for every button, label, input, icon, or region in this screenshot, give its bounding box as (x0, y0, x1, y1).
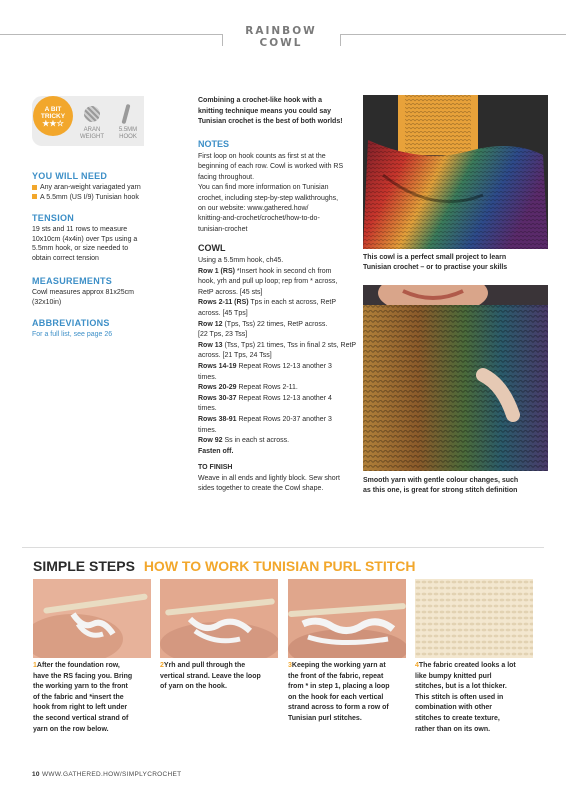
cowl-photo-closeup (363, 285, 548, 471)
list-item: Any aran-weight variagated yarn (32, 183, 192, 193)
step-text-span: the front of the fabric, repeat (288, 672, 384, 680)
row-instruction: Repeat Rows 20-37 another 3 (236, 415, 332, 423)
row-instruction: times. (198, 405, 217, 413)
text-line: knitting technique means you could say (198, 107, 332, 115)
text-line (33, 672, 149, 683)
text-line: Tunisian crochet is the best of both worlds! (198, 118, 343, 125)
step-number: 2 (160, 662, 164, 669)
step-text-span: have the RS facing you. Bring (33, 672, 133, 680)
footer-url[interactable]: WWW.GATHERED.HOW/SIMPLYCROCHET (41, 771, 182, 778)
row-instruction: hook, yrh and pull up loop; rep from * across, (198, 278, 338, 286)
row-instruction: Repeat Rows 2-11. (236, 384, 298, 392)
text-line (33, 725, 149, 736)
hook-size-label (112, 127, 144, 141)
text-line (288, 703, 404, 714)
step-text-span: Keeping the working yarn at (291, 662, 386, 669)
row-label: Row 92 (198, 437, 223, 445)
you-will-need-heading: YOU WILL NEED (32, 171, 108, 181)
step-number: 3 (288, 662, 292, 669)
row-instruction: Ss in each st across. (222, 437, 290, 445)
pattern-row-line (198, 436, 358, 447)
to-finish-text (198, 474, 358, 494)
text-line: First loop on hook counts as first st at the (198, 153, 326, 160)
text-line (415, 661, 531, 672)
photo-caption-closeup (363, 476, 558, 496)
row-label: Row 1 (RS) (198, 267, 235, 275)
yarn-weight-label (76, 127, 108, 141)
text-line: Weave in all ends and lightly block. Sew short (198, 475, 340, 482)
skill-line-1: A BIT (44, 106, 62, 113)
step-text-span: combination with other (415, 704, 492, 712)
step-text-span: yarn on the row below. (33, 725, 109, 733)
text-line (415, 672, 531, 683)
text-line[interactable]: tunisian-crochet (198, 225, 248, 233)
measurements-heading: MEASUREMENTS (32, 276, 113, 286)
row-instruction: times. (198, 426, 217, 434)
row-label: Rows 20-29 (198, 384, 237, 392)
text-line[interactable]: on our website: www.gathered.how/ (198, 205, 309, 213)
page-footer (32, 771, 181, 778)
text-line: obtain correct tension (32, 254, 99, 262)
text-line: 5.5mm hook, or size needed to (32, 245, 129, 252)
abbreviations-heading: ABBREVIATIONS (32, 318, 110, 328)
text-line (33, 714, 149, 725)
measurements-text (32, 288, 192, 307)
step-4-illustration (415, 579, 533, 658)
you-will-need-list (32, 183, 192, 202)
text-line: This cowl is a perfect small project to learn (363, 254, 507, 261)
pattern-row-line (198, 288, 358, 299)
row-label: Rows 38-91 (198, 415, 237, 423)
yarn-ball-icon (84, 106, 100, 122)
simple-steps-label: SIMPLE STEPS (33, 558, 135, 574)
star-rating-icon: ★★☆ (42, 119, 64, 128)
step-2-text (160, 661, 276, 693)
row-instruction: times. (198, 373, 217, 381)
text-line (288, 693, 404, 704)
skill-line-2: TRICKY (40, 113, 66, 120)
step-text-span: stitches, but is a lot thicker. (415, 683, 507, 691)
step-4-photo (415, 579, 533, 658)
step-4-text (415, 661, 531, 735)
pattern-row-line (198, 351, 358, 362)
step-1-photo (33, 579, 151, 658)
text-line (415, 693, 531, 704)
step-text-span: stitches to create texture, (415, 714, 500, 722)
step-text-span: hook from right to left under (33, 704, 128, 712)
row-instruction: *Insert hook in second ch from (234, 267, 332, 275)
text-line (33, 661, 149, 672)
step-text-span: vertical strand. Leave the loop (160, 672, 261, 680)
row-instruction: Tps in each st across, RetP (248, 299, 336, 307)
step-2-illustration (160, 579, 278, 658)
row-label: Rows 30-37 (198, 394, 237, 402)
step-text-span: from * in step 1, placing a loop (288, 683, 390, 691)
row-instruction: [22 Tps, 23 Tss] (198, 331, 248, 339)
pattern-row-line (198, 277, 358, 288)
pattern-row-line (198, 341, 358, 352)
row-label: Row 12 (198, 320, 223, 328)
text-line: as this one, is great for strong stitch definition (363, 487, 518, 494)
pattern-row-line (198, 330, 358, 341)
pattern-row-line (198, 404, 358, 415)
step-text-span: of yarn on the hook. (160, 683, 227, 691)
simple-steps-subtitle: HOW TO WORK TUNISIAN PURL STITCH (143, 558, 416, 574)
cowl-pattern-rows (198, 256, 358, 457)
row-instruction: RetP across. [45 sts] (198, 288, 263, 296)
notes-text (198, 152, 360, 235)
header-rule-tick (222, 34, 223, 46)
step-text-span: rather than on its own. (415, 725, 491, 733)
row-instruction: across. [21 Tps, 24 Tss] (198, 352, 272, 360)
cowl-photo-closeup-illustration (363, 285, 548, 471)
text-line (33, 682, 149, 693)
text-line: (32x10in) (32, 298, 62, 306)
pattern-row-line (198, 383, 358, 394)
text-line (288, 661, 404, 672)
text-line: 19 sts and 11 rows to measure (32, 226, 128, 233)
step-text-span: the working yarn to the front (33, 683, 128, 691)
header-rule-right (340, 34, 566, 35)
cowl-photo-top (363, 95, 548, 249)
tension-heading: TENSION (32, 213, 75, 223)
text-line: facing throughout. (198, 173, 255, 181)
pattern-row-line (198, 426, 358, 437)
row-instruction: (Tps, Tss) 22 times, RetP across. (222, 320, 328, 328)
text-line: Smooth yarn with gentle colour changes, such (363, 477, 519, 484)
text-line (415, 714, 531, 725)
pattern-row-line (198, 256, 358, 267)
to-finish-heading: TO FINISH (198, 464, 233, 471)
step-2-photo (160, 579, 278, 658)
text-line: beginning of each row. Cowl is worked with RS (198, 163, 344, 171)
step-text-span: The fabric created looks a lot (418, 662, 516, 669)
step-text-span: Yrh and pull through the (163, 662, 246, 669)
pattern-row-line (198, 447, 358, 458)
step-text-span: This stitch is often used in (415, 693, 504, 701)
text-line: Combining a crochet-like hook with a (198, 97, 323, 104)
pattern-row-line (198, 373, 358, 384)
notes-heading: NOTES (198, 139, 230, 149)
step-text-span: the second vertical strand of (33, 714, 129, 722)
pattern-row-line (198, 415, 358, 426)
text-line (288, 682, 404, 693)
intro-text (198, 96, 360, 128)
header-rule-left (0, 34, 222, 35)
step-3-illustration (288, 579, 406, 658)
pattern-row-line (198, 309, 358, 320)
tension-text (32, 225, 192, 263)
step-3-text (288, 661, 404, 725)
text-line: Cowl measures approx 81x25cm (32, 289, 134, 296)
step-text-span: like bumpy knitted purl (415, 672, 492, 680)
row-instruction: Repeat Rows 12-13 another 4 (236, 394, 332, 402)
photo-caption-top (363, 253, 553, 273)
row-label: Rows 2-11 (RS) (198, 299, 249, 307)
step-number: 1 (33, 662, 37, 669)
pattern-row-line (198, 394, 358, 405)
cowl-heading: COWL (198, 243, 226, 253)
page-header-title: RAINBOW COWL (245, 25, 317, 49)
step-1-illustration (33, 579, 151, 658)
step-3-photo (288, 579, 406, 658)
text-line: You can find more information on Tunisian (198, 184, 329, 192)
text-line (415, 682, 531, 693)
hook-label-2: HOOK (119, 134, 137, 140)
step-1-text (33, 661, 149, 735)
row-label: Fasten off. (198, 447, 234, 455)
step-text-span: After the foundation row, (36, 662, 120, 669)
yarn-label-1: ARAN (83, 127, 101, 133)
text-line (33, 693, 149, 704)
header-rule-tick (340, 34, 341, 46)
text-line (33, 703, 149, 714)
simple-steps-title (33, 558, 416, 574)
step-text-span: of the fabric and *insert the (33, 693, 124, 701)
text-line (160, 682, 276, 693)
pattern-row-line (198, 267, 358, 278)
cowl-photo-top-illustration (363, 95, 548, 249)
bullet-icon (32, 185, 37, 190)
step-text-span: on the hook for each vertical (288, 693, 384, 701)
pattern-row-line (198, 320, 358, 331)
bullet-icon (32, 194, 37, 199)
text-line (288, 672, 404, 683)
step-number: 4 (415, 662, 419, 669)
text-line (160, 672, 276, 683)
hook-label-1: 5.5MM (118, 127, 138, 133)
text-line (288, 714, 404, 725)
row-instruction: Repeat Rows 12-13 another 3 (236, 362, 332, 370)
text-line (415, 725, 531, 736)
skill-level-badge (33, 96, 73, 136)
row-instruction: across. [45 Tps] (198, 309, 248, 317)
text-line (160, 661, 276, 672)
text-line: sides together to create the Cowl shape. (198, 485, 324, 492)
text-line: 10x10cm (4x4in) over Tps using a (32, 235, 138, 243)
text-line: Tunisian crochet – or to practise your skills (363, 264, 508, 271)
abbreviations-text: For a full list, see page 26 (32, 331, 113, 338)
yarn-label-2: WEIGHT (80, 134, 104, 140)
text-line[interactable]: knitting-and-crochet/crochet/how-to-do- (198, 215, 320, 223)
page-number: 10 (32, 771, 40, 778)
list-item: A 5.5mm (US I/9) Tunisian hook (32, 193, 192, 203)
text-line: crochet, including step-by-step walkthroughs, (198, 194, 339, 202)
row-label: Rows 14-19 (198, 362, 237, 370)
row-instruction: Using a 5.5mm hook, ch45. (198, 257, 284, 264)
pattern-row-line (198, 362, 358, 373)
pattern-row-line (198, 298, 358, 309)
row-instruction: (Tss, Tps) 21 times, Tss in final 2 sts, RetP (222, 341, 357, 349)
text-line (415, 703, 531, 714)
step-text-span: strand across to form a row of (288, 704, 389, 712)
row-label: Row 13 (198, 341, 223, 349)
step-text-span: Tunisian purl stitches. (288, 714, 362, 722)
